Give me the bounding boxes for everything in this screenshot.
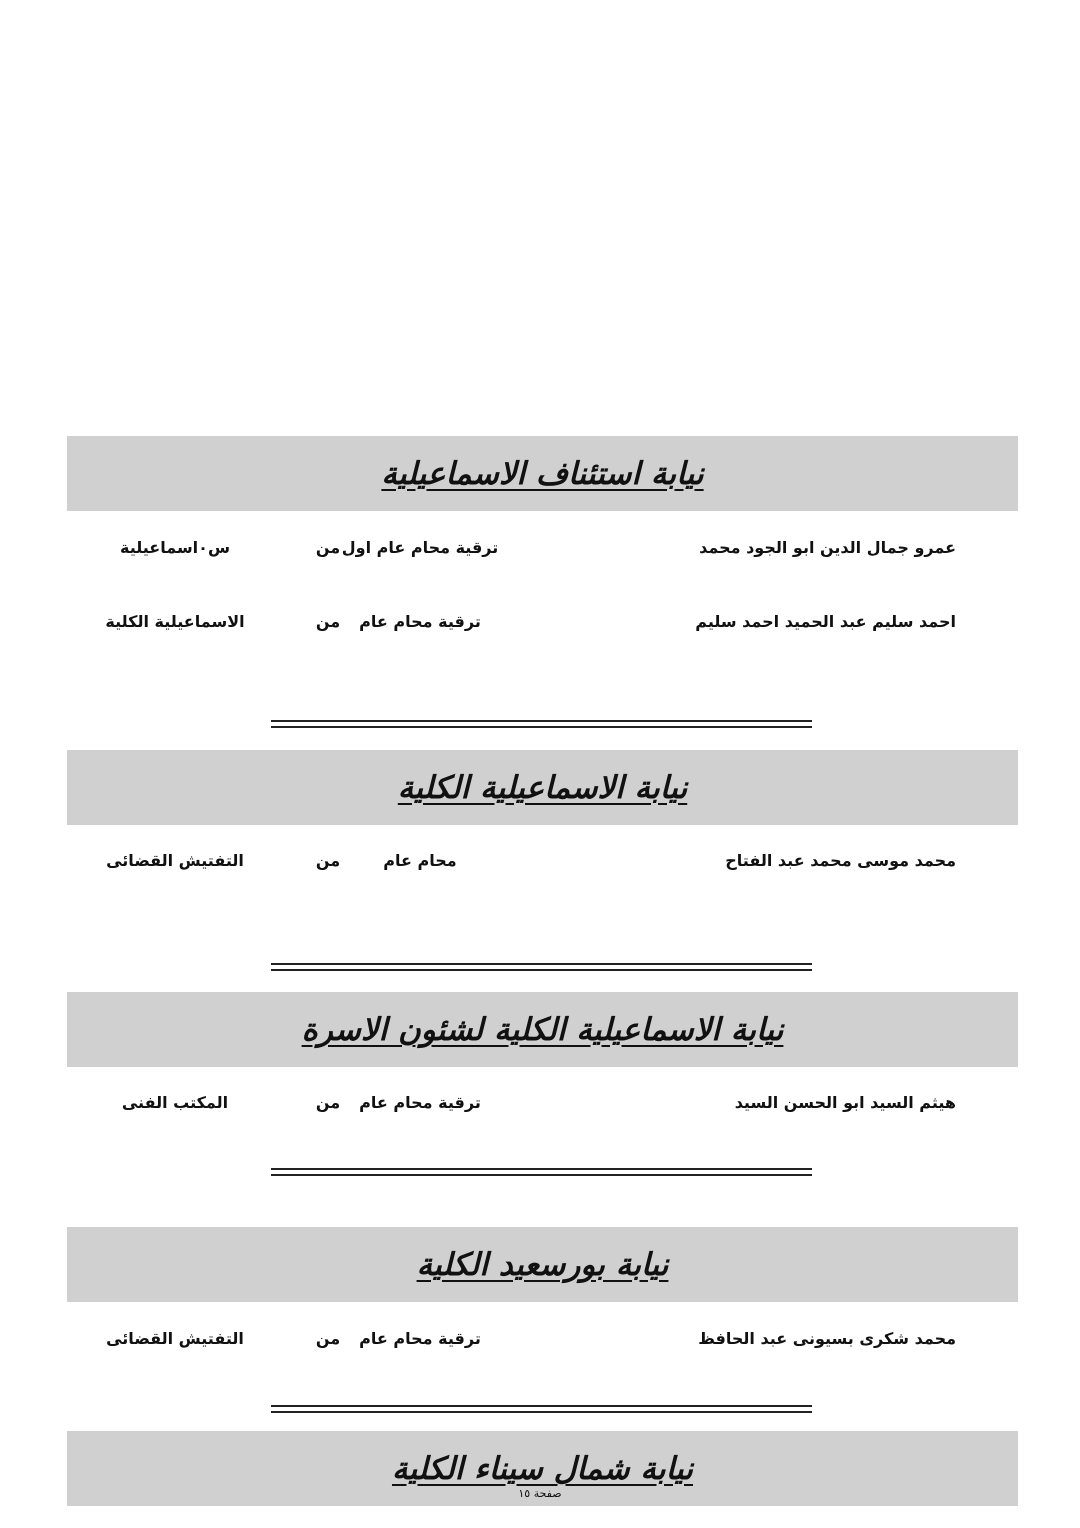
person-name: محمد موسى محمد عبد الفتاح <box>725 851 956 870</box>
action-text: محام عام <box>383 851 457 870</box>
table-row <box>0 538 1080 568</box>
section-header <box>67 436 1018 511</box>
section-title: نيابة بورسعيد الكلية <box>416 1246 669 1283</box>
origin-text: س٠اسماعيلية <box>119 538 231 557</box>
from-label: من <box>315 538 341 557</box>
action-text: ترقية محام عام اول <box>341 538 499 557</box>
action-text: ترقية محام عام <box>359 1329 481 1348</box>
section-title: نيابة استئناف الاسماعيلية <box>381 455 704 492</box>
from-label: من <box>315 612 341 631</box>
origin-text: التفتيش القضائى <box>106 851 244 870</box>
table-row <box>0 851 1080 881</box>
from-label: من <box>315 1329 341 1348</box>
table-row <box>0 1093 1080 1123</box>
section-title: نيابة الاسماعيلية الكلية لشئون الاسرة <box>301 1011 784 1048</box>
double-divider <box>271 963 812 971</box>
double-divider <box>271 1168 812 1176</box>
double-divider <box>271 1405 812 1413</box>
origin-text: المكتب الفنى <box>121 1093 229 1112</box>
section-header <box>67 750 1018 825</box>
section-title: نيابة الاسماعيلية الكلية <box>397 769 688 806</box>
person-name: محمد شكرى بسيونى عبد الحافظ <box>698 1329 956 1348</box>
table-row <box>0 1329 1080 1359</box>
from-label: من <box>315 851 341 870</box>
person-name: عمرو جمال الدين ابو الجود محمد <box>699 538 956 557</box>
from-label: من <box>315 1093 341 1112</box>
action-text: ترقية محام عام <box>359 1093 481 1112</box>
origin-text: التفتيش القضائى <box>106 1329 244 1348</box>
double-divider <box>271 720 812 728</box>
person-name: هيثم السيد ابو الحسن السيد <box>734 1093 956 1112</box>
section-title: نيابة شمال سيناء الكلية <box>391 1450 694 1487</box>
person-name: احمد سليم عبد الحميد احمد سليم <box>695 612 956 631</box>
section-header <box>67 992 1018 1067</box>
origin-text: الاسماعيلية الكلية <box>105 612 245 631</box>
page-number: صفحة ١٥ <box>518 1487 562 1500</box>
section-header <box>67 1227 1018 1302</box>
action-text: ترقية محام عام <box>359 612 481 631</box>
table-row <box>0 612 1080 642</box>
